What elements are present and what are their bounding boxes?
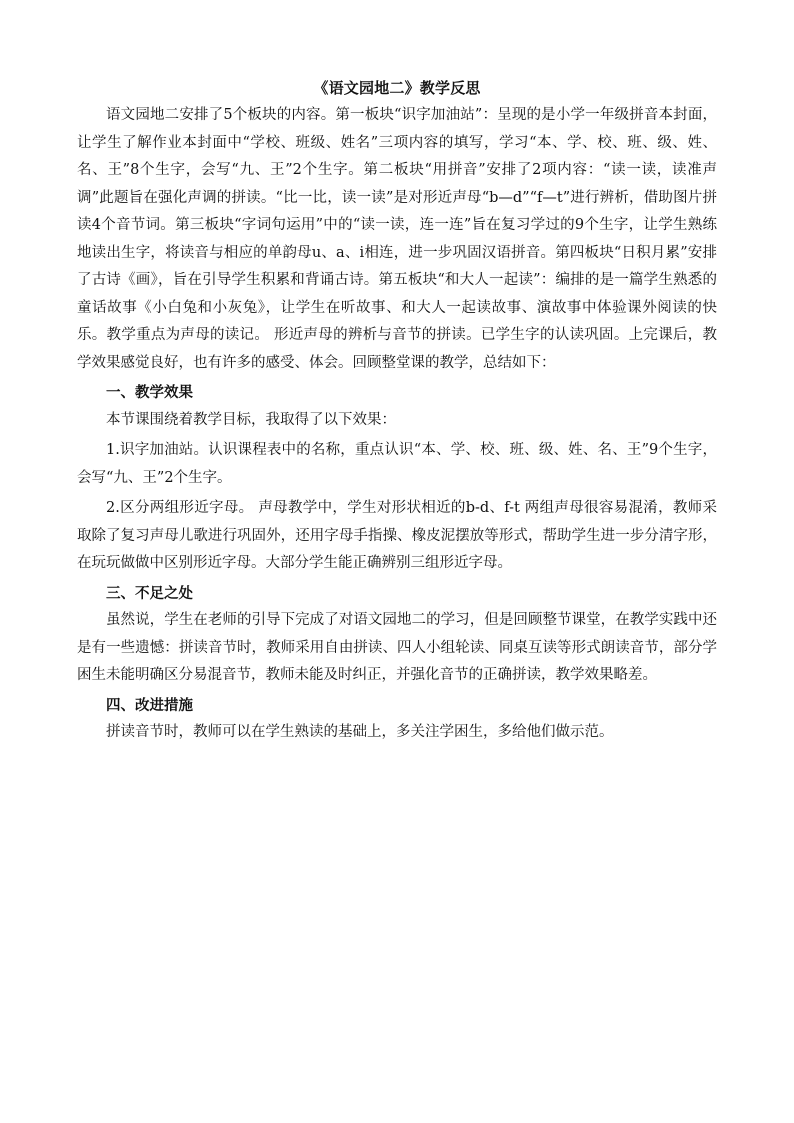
section3-body: 虽然说，学生在老师的引导下完成了对语文园地二的学习，但是回顾整节课堂，在教学实践中还是有一些遗憾：拼读音节时，教师采用自由拼读、四人小组轮读、同桌互读等形式朗读音节，部分学困生未能明确区分易混音节，教师未能及时纠正，并强化音节的正确拼读，教学效果略差。: [77, 612, 717, 683]
section-heading-improvements: 四、改进措施: [106, 696, 193, 714]
section4-body: 拼读音节时，教师可以在学生熟读的基础上，多关注学困生，多给他们做示范。: [106, 724, 614, 740]
document-page: [77, 76, 717, 747]
section-heading-shortcomings: 三、不足之处: [106, 584, 193, 602]
section1-item-2: 2.区分两组形近字母。 声母教学中，学生对形状相近的b-d、f-t 两组声母很容易混淆，教师采取除了复习声母儿歌进行巩固外，还用字母手指操、橡皮泥摆放等形式，帮助学生进一步分清字形，在玩玩做做中区别形近字母。大部分学生能正确辨别三组形近字母。: [77, 500, 717, 571]
document-title: 《语文园地二》教学反思: [313, 79, 481, 97]
section1-item-1: 1.识字加油站。认识课程表中的名称，重点认识“本、学、校、班、级、姓、名、王”9个生字，会写“九、王”2个生字。: [77, 442, 717, 486]
section-heading-teaching-effect: 一、教学效果: [106, 384, 193, 401]
intro-paragraph: 语文园地二安排了5个板块的内容。第一板块“识字加油站”：呈现的是小学一年级拼音本封面，让学生了解作业本封面中“学校、班级、姓名”三项内容的填写，学习“本、学、校、班、级、姓、名、王”8个生字，会写“九、王”2个生字。第二板块“用拼音”安排了2项内容：“读一读，读准声调”此题旨在强化声调的拼读。“比一比，读一读”是对形近声母“b—d”“f—t”进行辨析，借助图片拼读4个音节词。第三板块“字词句运用”中的“读一读，连一连”旨在复习学过的9个生字，让学生熟练地读出生字，将读音与相应的单韵母u、a、i相连，进一步巩固汉语拼音。第四板块“日积月累”安排了古诗《画》，旨在引导学生积累和背诵古诗。第五板块“和大人一起读”：编排的是一篇学生熟悉的童话故事《小白兔和小灰兔》，让学生在听故事、和大人一起读故事、演故事中体验课外阅读的快乐。教学重点为声母的读记。 形近声母的辨析与音节的拼读。已学生字的认读巩固。上完课后，教学效果感觉良好，也有许多的感受、体会。回顾整堂课的教学，总结如下：: [77, 107, 717, 371]
section1-lead: 本节课围绕着教学目标，我取得了以下效果：: [106, 411, 396, 428]
